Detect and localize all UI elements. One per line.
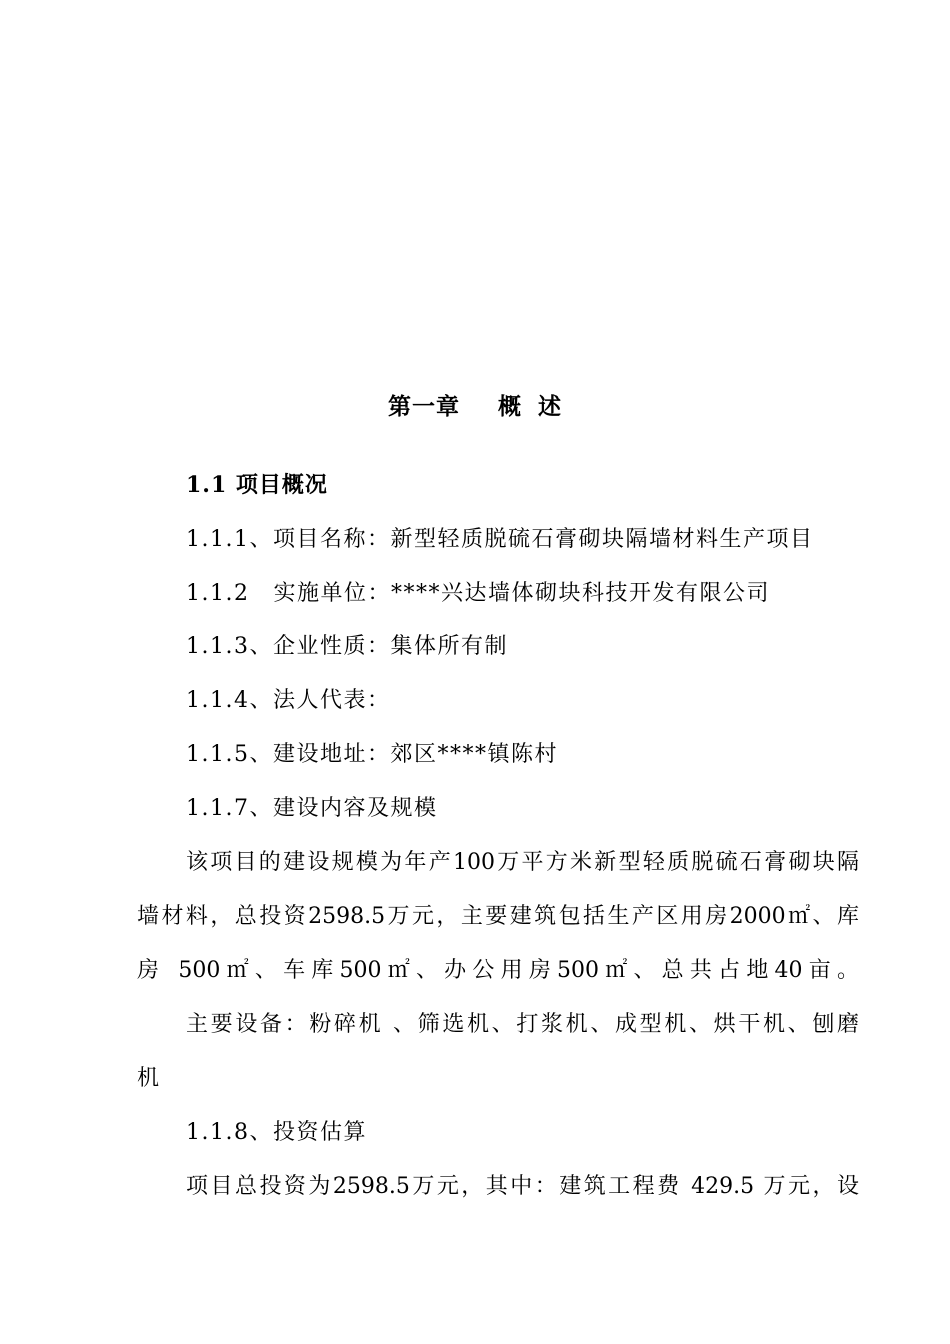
- investment-paragraph-line-1: 项目总投资为2598.5万元，其中：建筑工程费 429.5 万元，设: [186, 1174, 859, 1199]
- item-unit-text: 实施单位：****兴达墙体砌块科技开发有限公司: [273, 581, 770, 606]
- item-project-name: 1.1.1、项目名称：新型轻质脱硫石膏砌块隔墙材料生产项目: [186, 527, 814, 552]
- equipment-paragraph-line-2: 机: [137, 1066, 160, 1091]
- chapter-word-1: 概: [498, 393, 522, 420]
- item-address: 1.1.5、建设地址：郊区****镇陈村: [186, 742, 558, 767]
- item-content-heading: 1.1.7、建设内容及规模: [186, 796, 438, 821]
- item-enterprise-nature: 1.1.3、企业性质：集体所有制: [186, 634, 508, 659]
- section-heading: 1.1 项目概况: [186, 472, 328, 498]
- chapter-prefix: 第一章: [388, 393, 460, 420]
- item-legal-representative: 1.1.4、法人代表：: [186, 688, 391, 713]
- equipment-paragraph-line-1: 主要设备：粉碎机 、筛选机、打浆机、成型机、烘干机、刨磨: [186, 1012, 859, 1037]
- scale-paragraph-line-2: 墙材料，总投资2598.5万元，主要建筑包括生产区用房2000㎡、库: [137, 904, 859, 929]
- item-unit-number: 1.1.2: [186, 581, 250, 606]
- investment-heading: 1.1.8、投资估算: [186, 1120, 367, 1145]
- scale-paragraph-line-3: 房 500㎡、车库500㎡、办公用房500㎡、总共占地40亩。: [137, 958, 859, 983]
- scale-paragraph-line-1: 该项目的建设规模为年产100万平方米新型轻质脱硫石膏砌块隔: [186, 850, 859, 875]
- chapter-title: [0, 388, 950, 421]
- item-implementing-unit: [186, 576, 770, 607]
- chapter-word-2: 述: [538, 393, 562, 420]
